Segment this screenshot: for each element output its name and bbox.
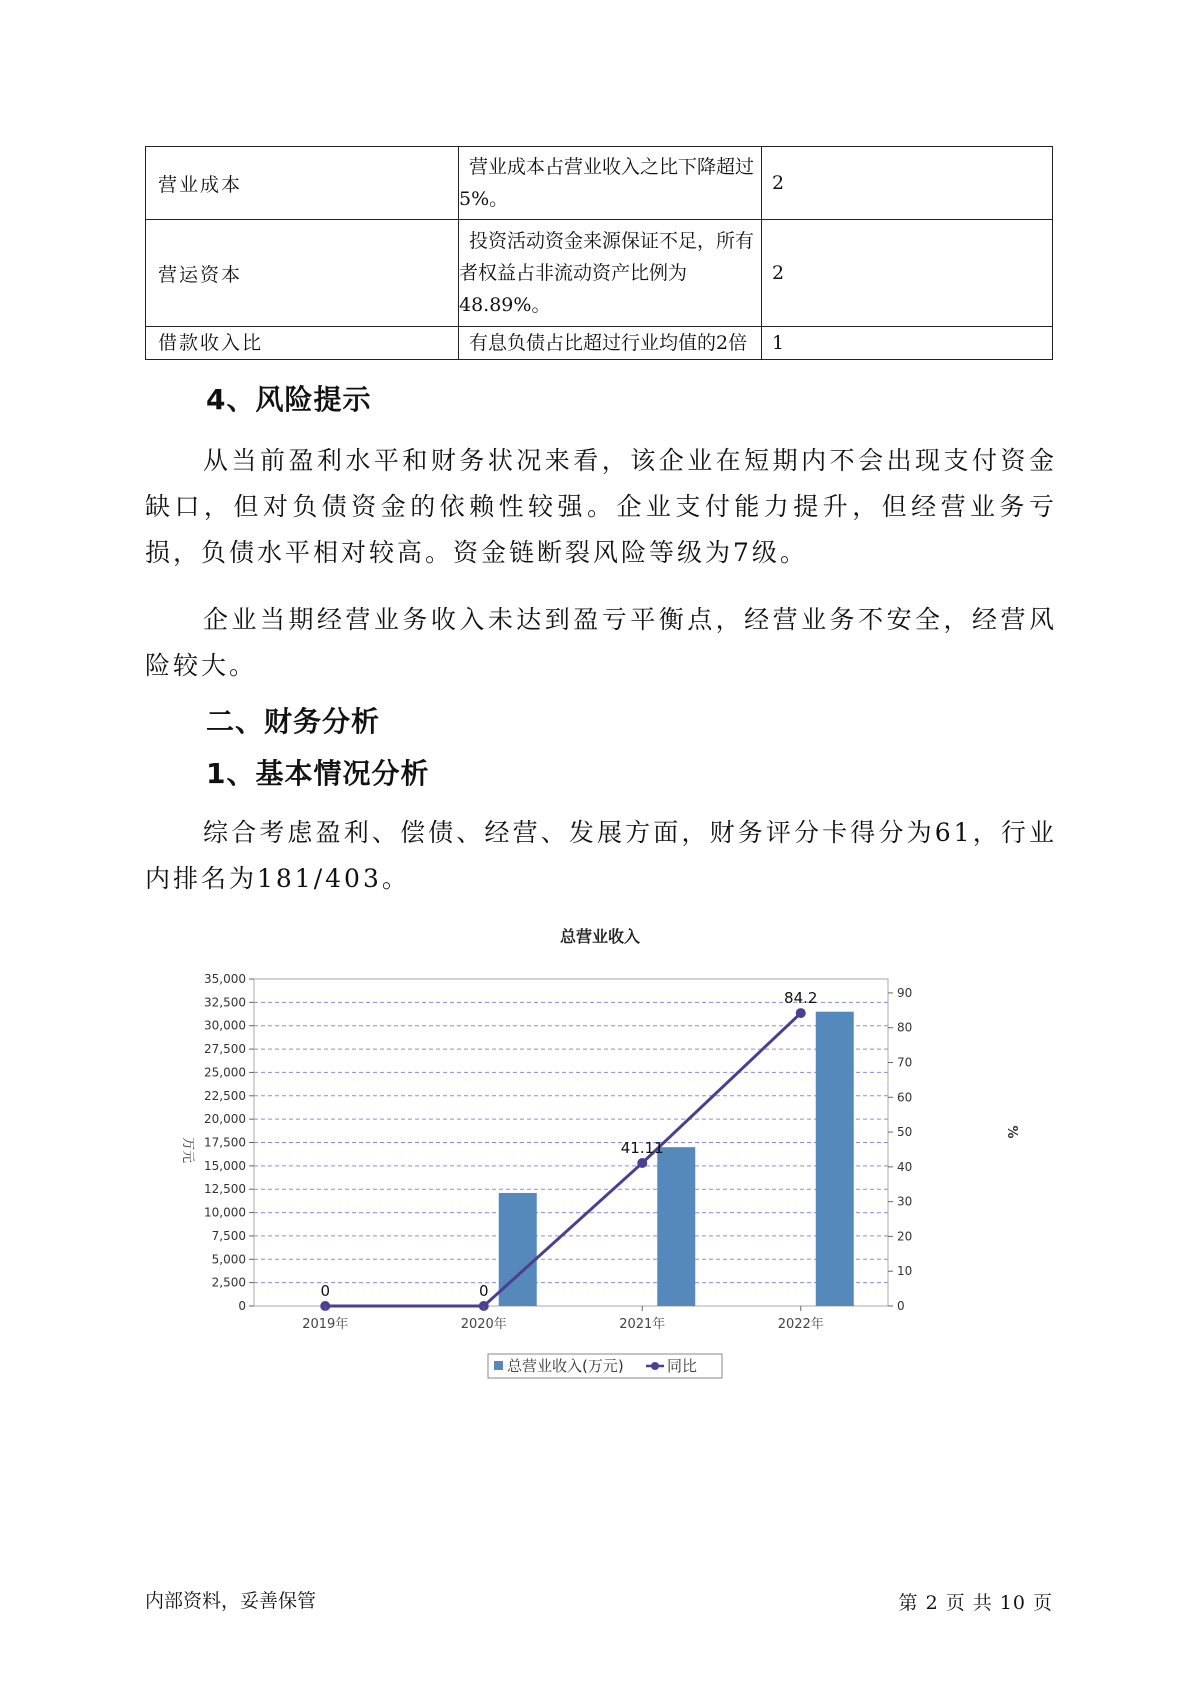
yoy-point bbox=[637, 1158, 647, 1168]
y-tick-label: 35,000 bbox=[204, 972, 246, 986]
yoy-data-label: 84.2 bbox=[784, 989, 818, 1008]
x-tick-label: 2019年 bbox=[302, 1317, 349, 1332]
legend-bar-label: 总营业收入(万元) bbox=[507, 1357, 624, 1375]
legend-bar-swatch bbox=[494, 1361, 503, 1370]
description-cell: 投资活动资金来源保证不足，所有者权益占非流动资产比例为48.89%。 bbox=[459, 220, 762, 327]
y-tick-label: 10,000 bbox=[204, 1205, 246, 1220]
y-tick-label: 7,500 bbox=[211, 1228, 246, 1243]
y-tick-label: 0 bbox=[238, 1299, 246, 1313]
yoy-data-label: 0 bbox=[478, 1282, 489, 1300]
revenue-bar bbox=[816, 1012, 854, 1306]
y-tick-label: 5,000 bbox=[211, 1252, 246, 1267]
table-row bbox=[146, 220, 1053, 327]
yoy-point bbox=[796, 1008, 806, 1018]
chart-line bbox=[320, 989, 817, 1311]
yoy-line bbox=[325, 1013, 801, 1306]
y2-tick-label: 60 bbox=[897, 1090, 913, 1105]
y-tick-label: 22,500 bbox=[204, 1088, 246, 1103]
y2-tick-label: 50 bbox=[897, 1125, 913, 1140]
chart-legend bbox=[488, 1354, 722, 1378]
indicator-cell: 营业成本 bbox=[146, 147, 459, 220]
footer-confidential: 内部资料，妥善保管 bbox=[145, 1590, 317, 1612]
y-tick-label: 27,500 bbox=[204, 1042, 246, 1057]
basic-analysis-heading: 1、基本情况分析 bbox=[206, 757, 430, 790]
x-tick-label: 2021年 bbox=[619, 1317, 666, 1332]
revenue-bar bbox=[657, 1147, 695, 1306]
y-tick-label: 20,000 bbox=[204, 1112, 246, 1127]
y2-axis-label: % bbox=[1004, 1125, 1019, 1139]
yoy-data-label: 0 bbox=[320, 1282, 331, 1300]
legend-line-marker bbox=[651, 1362, 659, 1370]
y-tick-label: 15,000 bbox=[204, 1158, 246, 1173]
y2-tick-label: 0 bbox=[897, 1299, 905, 1313]
chart-title: 总营业收入 bbox=[559, 927, 641, 946]
y-tick-label: 30,000 bbox=[204, 1018, 246, 1033]
y-axis-label: 万元 bbox=[180, 1136, 195, 1164]
y2-tick-label: 10 bbox=[897, 1264, 913, 1279]
yoy-data-label: 41.11 bbox=[620, 1138, 664, 1157]
y2-tick-label: 90 bbox=[897, 985, 913, 1000]
y-tick-label: 2,500 bbox=[211, 1275, 246, 1290]
y-tick-label: 17,500 bbox=[204, 1135, 246, 1150]
risk-paragraph-1: 从当前盈利水平和财务状况来看，该企业在短期内不会出现支付资金缺口，但对负债资金的依赖性较强。企业支付能力提升，但经营业务亏损，负债水平相对较高。资金链断裂风险等级为7级。 bbox=[145, 446, 1057, 567]
indicator-cell: 营运资本 bbox=[146, 220, 459, 327]
y2-tick-label: 70 bbox=[897, 1055, 913, 1070]
table-row bbox=[146, 147, 1053, 220]
y2-tick-label: 20 bbox=[897, 1229, 913, 1244]
x-tick-label: 2022年 bbox=[777, 1317, 824, 1332]
description-cell: 营业成本占营业收入之比下降超过5%。 bbox=[459, 147, 762, 220]
level-cell: 2 bbox=[762, 147, 1053, 220]
risk-indicator-table bbox=[145, 146, 1053, 360]
table-row bbox=[146, 327, 1053, 360]
basic-analysis-paragraph: 综合考虑盈利、偿债、经营、发展方面，财务评分卡得分为61，行业内排名为181/403。 bbox=[145, 818, 1057, 893]
chart-bars bbox=[499, 1012, 854, 1306]
y-tick-label: 25,000 bbox=[204, 1065, 246, 1080]
revenue-chart-svg bbox=[170, 920, 1019, 1390]
y-tick-label: 32,500 bbox=[204, 995, 246, 1010]
y2-tick-label: 40 bbox=[897, 1159, 913, 1174]
x-tick-label: 2020年 bbox=[460, 1317, 507, 1332]
chart-grid bbox=[254, 979, 888, 1306]
risk-paragraph-2: 企业当期经营业务收入未达到盈亏平衡点，经营业务不安全，经营风险较大。 bbox=[145, 605, 1057, 680]
legend-line-label: 同比 bbox=[667, 1357, 698, 1375]
level-cell: 1 bbox=[762, 327, 1053, 360]
finance-heading: 二、财务分析 bbox=[206, 705, 381, 738]
footer-page-number: 第 2 页 共 10 页 bbox=[898, 1592, 1053, 1614]
indicator-cell: 借款收入比 bbox=[146, 327, 459, 360]
revenue-chart bbox=[170, 920, 1019, 1390]
y2-tick-label: 80 bbox=[897, 1020, 913, 1035]
y-tick-label: 12,500 bbox=[204, 1182, 246, 1197]
description-cell: 有息负债占比超过行业均值的2倍 bbox=[459, 327, 762, 360]
risk-heading: 4、风险提示 bbox=[206, 383, 372, 416]
level-cell: 2 bbox=[762, 220, 1053, 327]
y2-tick-label: 30 bbox=[897, 1194, 913, 1209]
